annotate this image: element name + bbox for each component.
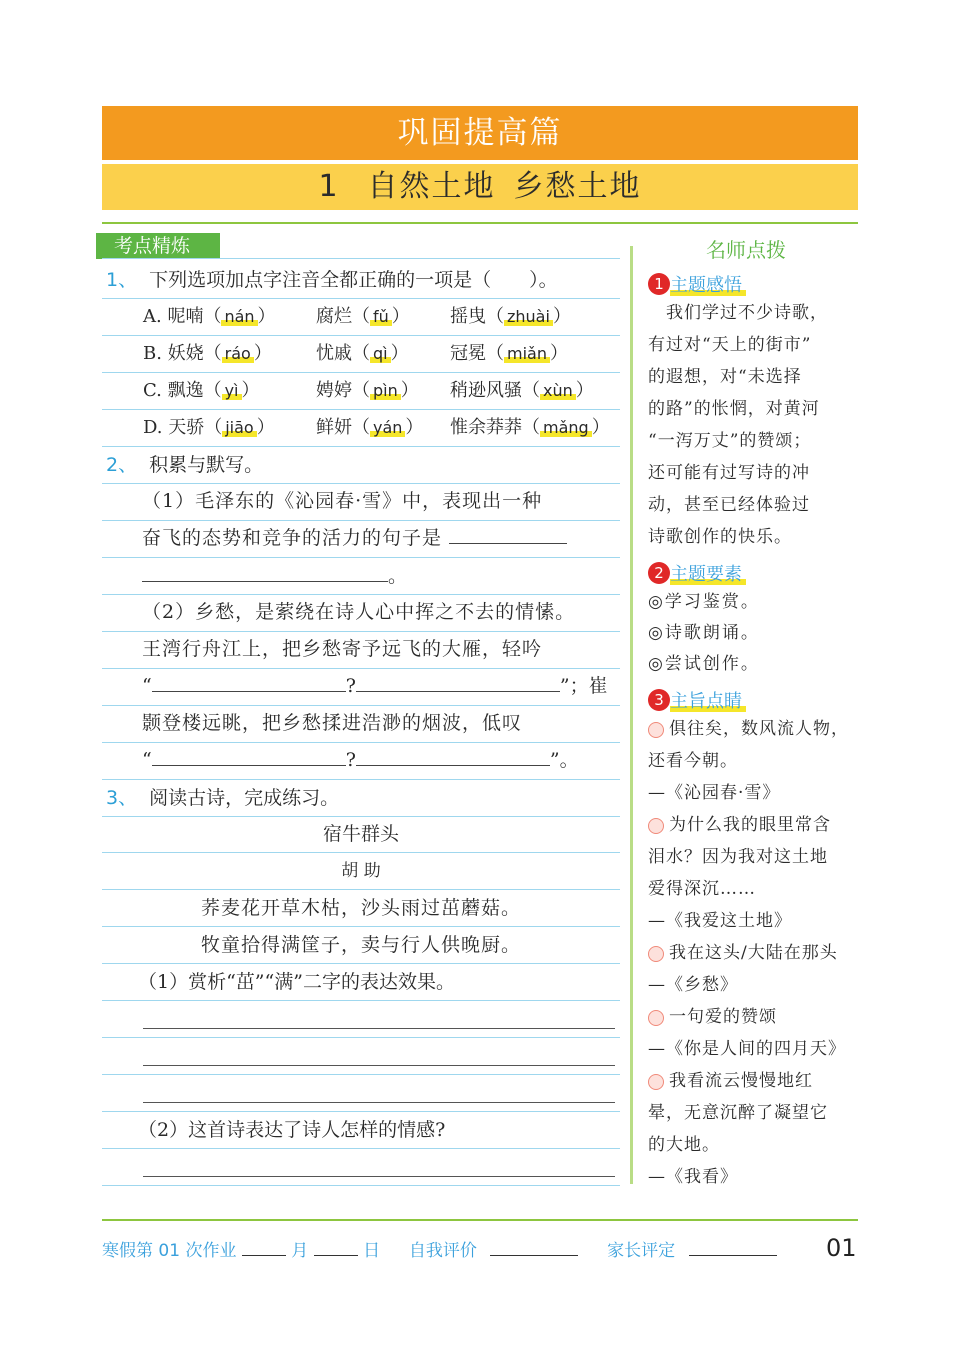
question-1 — [102, 265, 620, 295]
quote-bullet-icon — [648, 818, 664, 834]
answer-blank[interactable] — [152, 673, 346, 692]
tip-line — [648, 873, 858, 905]
answer-line[interactable] — [143, 1065, 615, 1066]
q2-line-1: （1）毛泽东的《沁园春·雪》中，表现出一种 — [142, 490, 543, 512]
tip-line: 的路”的怅惘，对黄河 — [648, 399, 820, 419]
option-row-item — [143, 302, 276, 328]
close-paren: ） — [253, 343, 272, 364]
close-paren: ） — [390, 343, 409, 364]
answer-line[interactable] — [143, 1102, 615, 1103]
ruled-line — [102, 889, 620, 890]
tip-line-text: 为什么我的眼里常含 — [669, 815, 831, 835]
question-number: 3、 — [106, 787, 138, 809]
ruled-line — [102, 557, 620, 558]
answer-blank[interactable] — [152, 747, 346, 766]
ruled-line — [102, 1185, 620, 1186]
ruled-line — [102, 1000, 620, 1001]
tip-line: 的遐想，对“未选择 — [648, 367, 802, 387]
close-paren: ） — [257, 306, 276, 327]
column-divider — [630, 246, 633, 1184]
tip-line-text: —《沁园春·雪》 — [648, 783, 781, 803]
tip-line: ◎尝试创作。 — [648, 654, 760, 674]
parent-eval-label: 家长评定 — [607, 1241, 676, 1261]
tip-line — [648, 937, 858, 969]
section-number-badge: 2 — [648, 562, 670, 584]
ruled-line — [102, 520, 620, 521]
footer-divider — [102, 1219, 858, 1221]
ruled-line — [102, 631, 620, 632]
close-paren: ） — [391, 306, 410, 327]
lesson-title-bar — [102, 164, 858, 210]
tip-line-text: —《我爱这土地》 — [648, 911, 792, 931]
ruled-line — [102, 779, 620, 780]
close-paren: ） — [552, 306, 571, 327]
section-banner: 巩固提高篇 — [102, 106, 858, 160]
question-stem: 下列选项加点字注音全都正确的一项是（ ）。 — [149, 269, 558, 291]
option-row-item — [450, 376, 594, 402]
q2-line-6 — [142, 671, 620, 701]
tip-line-text: —《我看》 — [648, 1167, 738, 1187]
tip-line-text: 晕，无意沉醉了凝望它 — [648, 1103, 828, 1123]
question-number: 2、 — [106, 454, 138, 476]
tip-section-3-heading — [648, 687, 746, 713]
parent-eval-blank[interactable] — [689, 1239, 777, 1256]
section-number-badge: 1 — [648, 273, 670, 295]
pinyin: xùn — [540, 381, 576, 400]
tip-line-text: 的大地。 — [648, 1135, 720, 1155]
option-word: A. 呢喃（ — [143, 306, 222, 327]
tip-line: “一泻万丈”的赞颂； — [648, 431, 812, 451]
option-row-item — [143, 376, 260, 402]
ruled-line — [102, 258, 620, 259]
close-paren: ） — [575, 380, 594, 401]
ruled-line — [102, 409, 620, 410]
section-number-badge: 3 — [648, 689, 670, 711]
q2-line-5: 王湾行舟江上，把乡愁寄予远飞的大雁，轻吟 — [142, 638, 543, 660]
ruled-line — [102, 335, 620, 336]
tip-line-text: 还看今朝。 — [648, 751, 738, 771]
answer-line[interactable] — [143, 1176, 615, 1177]
pinyin: miǎn — [504, 344, 550, 363]
option-row-item — [316, 376, 419, 402]
tip-line: 诗歌创作的快乐。 — [648, 527, 792, 547]
pinyin: yì — [222, 381, 242, 400]
quote-bullet-icon — [648, 1010, 664, 1026]
tip-line-text: 一句爱的赞颂 — [669, 1007, 777, 1027]
poem-line-1: 荞麦花开草木枯，沙头雨过茁蘑菇。 — [200, 897, 521, 919]
pinyin: yán — [370, 418, 405, 437]
section-heading: 主题感悟 — [670, 275, 746, 296]
poem-line-2: 牧童拾得满筐子，卖与行人供晚厨。 — [200, 934, 521, 956]
quote-bullet-icon — [648, 946, 664, 962]
tip-line-text: 爱得深沉…… — [648, 879, 756, 899]
ruled-line — [102, 483, 620, 484]
ruled-line — [102, 446, 620, 447]
self-eval-blank[interactable] — [490, 1239, 578, 1256]
key-points-tag: 考点精炼 — [96, 233, 220, 259]
day-label: 日 — [363, 1241, 381, 1261]
q2-line-3 — [142, 561, 620, 591]
answer-line[interactable] — [143, 1028, 615, 1029]
option-row-item — [316, 413, 423, 439]
pinyin: zhuài — [504, 307, 553, 326]
pinyin: fǔ — [370, 307, 392, 326]
section-heading: 主旨点睛 — [670, 691, 746, 712]
tip-line — [648, 1001, 858, 1033]
tip-line — [648, 969, 858, 1001]
tip-line-text: 我在这头/大陆在那头 — [669, 943, 838, 963]
tip-line-text: 俱往矣，数风流人物， — [669, 719, 849, 739]
ruled-line — [102, 705, 620, 706]
option-row-item — [316, 302, 410, 328]
ruled-line — [102, 668, 620, 669]
option-word: B. 妖娆（ — [143, 343, 222, 364]
tip-line — [648, 1033, 858, 1065]
pinyin: jiāo — [222, 418, 256, 437]
q2-line-4: （2）乡愁，是萦绕在诗人心中挥之不去的情愫。 — [142, 601, 576, 623]
ruled-line — [102, 816, 620, 817]
option-word: 稍逊风骚（ — [450, 380, 540, 401]
lesson-title-part2: 乡愁土地 — [513, 169, 642, 204]
tip-line: 动，甚至已经体验过 — [648, 495, 810, 515]
tip-line — [648, 1161, 858, 1193]
option-word: 腐烂（ — [316, 306, 370, 327]
tip-line — [648, 841, 858, 873]
open-quote: “ — [142, 749, 152, 771]
ruled-line — [102, 372, 620, 373]
option-word: 鲜妍（ — [316, 417, 370, 438]
q2-line-7: 颢登楼远眺，把乡愁揉进浩渺的烟波，低叹 — [142, 712, 523, 734]
footer-bar — [102, 1236, 777, 1261]
q2-line-8 — [142, 745, 620, 775]
question-number: 1、 — [106, 269, 138, 291]
teacher-tips-title: 名师点拨 — [706, 238, 786, 262]
ruled-line — [102, 298, 620, 299]
option-word: D. 天骄（ — [143, 417, 223, 438]
tip-line-text: —《你是人间的四月天》 — [648, 1039, 846, 1059]
pinyin: ráo — [222, 344, 254, 363]
poem-title: 宿牛群头 — [322, 823, 399, 845]
tip-line: 还可能有过写诗的冲 — [648, 463, 810, 483]
close-paren: ） — [241, 380, 260, 401]
tip-line-text: 泪水？因为我对这土地 — [648, 847, 828, 867]
tip-line-text: 我看流云慢慢地红 — [669, 1071, 813, 1091]
ruled-line — [102, 1148, 620, 1149]
tip-section-2-heading — [648, 560, 746, 586]
pinyin: pìn — [370, 381, 401, 400]
option-row-item — [450, 339, 568, 365]
option-word: 摇曳（ — [450, 306, 504, 327]
quote-bullet-icon — [648, 1074, 664, 1090]
q2-line-2-text: 奋飞的态势和竞争的活力的句子是 — [142, 527, 443, 549]
question-stem: 积累与默写。 — [149, 454, 264, 476]
question-mark: ? — [345, 675, 356, 697]
pinyin: qì — [370, 344, 391, 363]
header-divider — [102, 222, 858, 224]
page-number: 01 — [826, 1234, 857, 1262]
pinyin: nán — [221, 307, 257, 326]
open-quote: “ — [142, 675, 152, 697]
answer-blank[interactable] — [356, 673, 560, 692]
tip-line: 有过对“天上的街市” — [648, 335, 812, 355]
answer-blank[interactable] — [449, 525, 567, 544]
option-row-item — [450, 413, 610, 439]
close-paren: ） — [549, 343, 568, 364]
tip-line — [648, 905, 858, 937]
answer-blank[interactable] — [356, 747, 550, 766]
q2-line-3-end: 。 — [388, 565, 408, 587]
ruled-line — [102, 1074, 620, 1075]
close-paren: ） — [256, 417, 275, 438]
question-3 — [102, 783, 620, 813]
tip-line: ◎诗歌朗诵。 — [648, 623, 760, 643]
ruled-line — [102, 963, 620, 964]
poem-author: 胡 助 — [341, 861, 381, 881]
tip-section-1-heading — [648, 271, 746, 297]
month-label: 月 — [291, 1241, 309, 1261]
pinyin: mǎng — [540, 418, 592, 437]
option-word: C. 飘逸（ — [143, 380, 222, 401]
homework-label: 寒假第 01 次作业 — [102, 1241, 237, 1261]
q2-line-6-end: ”；崔 — [559, 675, 608, 697]
tip-line — [648, 745, 858, 777]
ruled-line — [102, 1111, 620, 1112]
tip-line — [648, 1097, 858, 1129]
lesson-number: 1 — [318, 169, 340, 204]
month-blank[interactable] — [242, 1239, 286, 1256]
q3-sub-1: （1）赏析“茁”“满”二字的表达效果。 — [138, 971, 455, 993]
tip-line: ◎学习鉴赏。 — [648, 592, 760, 612]
option-word: 冠冕（ — [450, 343, 504, 364]
tip-line — [648, 1129, 858, 1161]
day-blank[interactable] — [314, 1239, 358, 1256]
tip-line: 我们学过不少诗歌， — [648, 303, 828, 323]
close-paren: ） — [405, 417, 424, 438]
ruled-line — [102, 926, 620, 927]
close-paren: ） — [400, 380, 419, 401]
ruled-line — [102, 742, 620, 743]
q2-line-8-end: ”。 — [549, 749, 579, 771]
q2-line-2 — [142, 523, 620, 553]
quote-bullet-icon — [648, 722, 664, 738]
option-row-item — [143, 339, 272, 365]
ruled-line — [102, 1037, 620, 1038]
lesson-title-part1: 自然土地 — [367, 169, 496, 204]
option-row-item — [143, 413, 275, 439]
question-2 — [102, 450, 620, 480]
tip-line — [648, 1065, 858, 1097]
option-word: 忧戚（ — [316, 343, 370, 364]
self-eval-label: 自我评价 — [408, 1241, 477, 1261]
answer-blank[interactable] — [142, 563, 388, 582]
option-row-item — [450, 302, 571, 328]
question-stem: 阅读古诗，完成练习。 — [149, 787, 340, 809]
tip-line — [648, 777, 858, 809]
tip-line — [648, 809, 858, 841]
tip-line-text: —《乡愁》 — [648, 975, 738, 995]
option-word: 惟余莽莽（ — [450, 417, 540, 438]
question-mark: ? — [345, 749, 356, 771]
option-word: 娉婷（ — [316, 380, 370, 401]
ruled-line — [102, 594, 620, 595]
section-heading: 主题要素 — [670, 564, 746, 585]
q3-sub-2: （2）这首诗表达了诗人怎样的情感? — [138, 1119, 446, 1141]
option-row-item — [316, 339, 409, 365]
close-paren: ） — [591, 417, 610, 438]
ruled-line — [102, 852, 620, 853]
tip-line — [648, 713, 858, 745]
